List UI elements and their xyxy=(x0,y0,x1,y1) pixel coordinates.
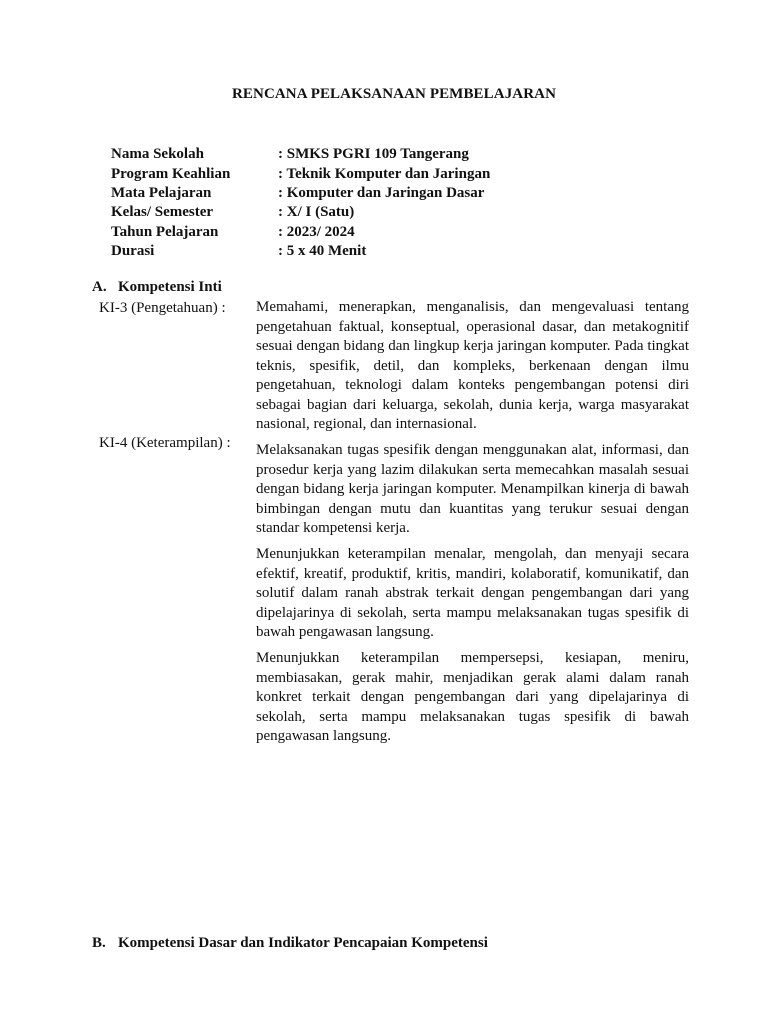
school-info-table xyxy=(111,145,490,261)
ki4-paragraph: Menunjukkan keterampilan mempersepsi, kesiapan, meniru, membiasakan, gerak mahir, menjadikan gerak alami dalam ranah konkret terkait dengan pengembangan dari yang dipelajarinya di sekolah, serta mampu melaksanakan tugas spesifik di bawah pengawasan langsung. xyxy=(256,650,689,744)
ki4-paragraph: Menunjukkan keterampilan menalar, mengolah, dan menyaji secara efektif, kreatif, produktif, kritis, mandiri, kolaboratif, komunikatif, dan solutif dalam ranah abstrak terkait dengan pengembangan dari yang dipelajarinya di sekolah, serta mampu melaksanakan tugas spesifik di bawah pengawasan langsung. xyxy=(256,546,689,640)
section-b-heading xyxy=(92,935,488,952)
info-label: Durasi xyxy=(111,243,155,260)
info-row-duration xyxy=(111,242,490,261)
info-row-year xyxy=(111,223,490,242)
section-letter: B. xyxy=(92,935,106,951)
info-value: : SMKS PGRI 109 Tangerang xyxy=(278,146,469,163)
info-row-school xyxy=(111,145,490,164)
info-value: : 5 x 40 Menit xyxy=(278,243,367,260)
ki4-label: KI-4 (Keterampilan) : xyxy=(99,435,231,451)
info-label: Program Keahlian xyxy=(111,165,231,182)
section-title: Kompetensi Dasar dan Indikator Pencapaian Kompetensi xyxy=(118,935,488,951)
info-label: Tahun Pelajaran xyxy=(111,223,219,240)
document-title: RENCANA PELAKSANAAN PEMBELAJARAN xyxy=(231,86,557,102)
section-a-heading xyxy=(92,279,222,296)
info-row-program xyxy=(111,164,490,183)
ki3-label: KI-3 (Pengetahuan) : xyxy=(99,300,226,316)
info-value: : Teknik Komputer dan Jaringan xyxy=(278,165,491,182)
info-value: : 2023/ 2024 xyxy=(278,223,355,240)
info-label: Nama Sekolah xyxy=(111,146,204,163)
section-title: Kompetensi Inti xyxy=(118,279,222,295)
section-letter: A. xyxy=(92,279,107,295)
info-value: : X/ I (Satu) xyxy=(278,204,355,221)
info-value: : Komputer dan Jaringan Dasar xyxy=(278,184,485,201)
ki3-text: Memahami, menerapkan, menganalisis, dan mengevaluasi tentang pengetahuan faktual, konseptual, operasional dasar, dan metakognitif sesuai dengan bidang dan lingkup kerja jaringan komputer. Pada tingkat teknis, spesifik, detil, dan kompleks, berkenaan dengan ilmu pengetahuan, teknologi dalam konteks pengembangan potensi diri sebagai bagian dari keluarga, sekolah, dunia kerja, warga masyarakat nasional, regional, dan internasional. xyxy=(256,299,689,432)
info-label: Kelas/ Semester xyxy=(111,204,214,221)
info-row-class xyxy=(111,203,490,222)
info-label: Mata Pelajaran xyxy=(111,184,212,201)
info-row-subject xyxy=(111,184,490,203)
ki4-paragraph: Melaksanakan tugas spesifik dengan menggunakan alat, informasi, dan prosedur kerja yang lazim dilakukan serta memecahkan masalah sesuai dengan bidang kerja jaringan komputer. Menampilkan kinerja di bawah bimbingan dengan mutu dan kuantitas yang terukur sesuai dengan standar kompetensi kerja. xyxy=(256,442,689,536)
